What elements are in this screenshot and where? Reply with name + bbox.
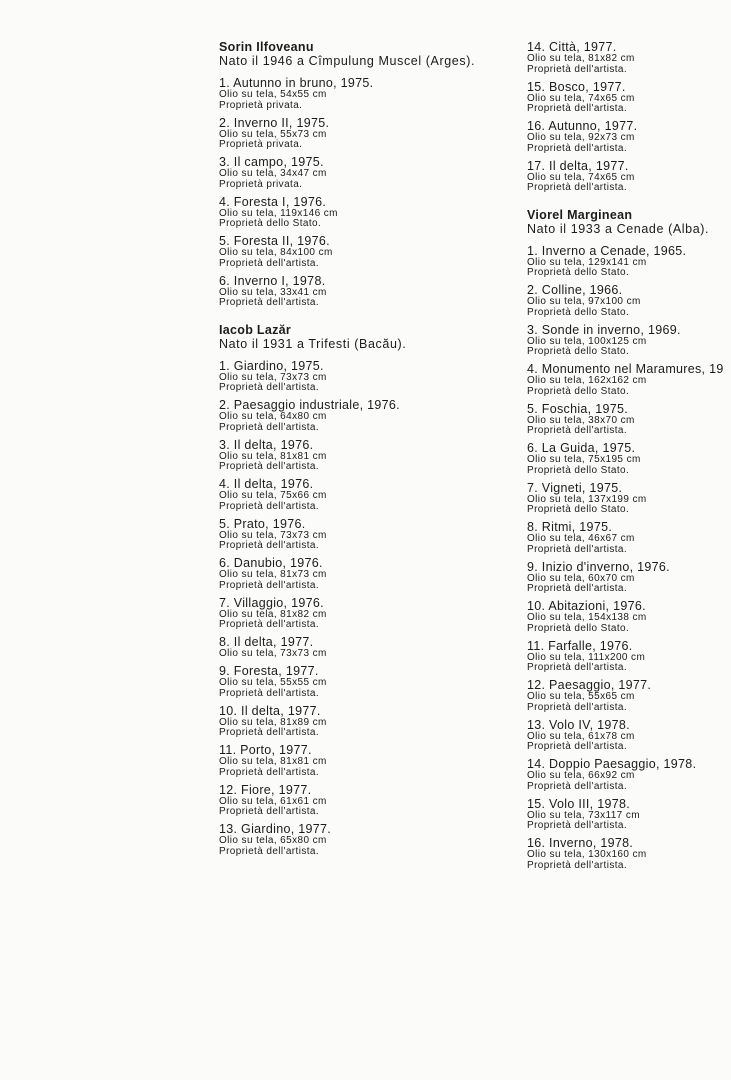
artwork-entry — [527, 160, 731, 194]
artwork-title: 2. Paesaggio industriale, 1976. — [219, 398, 400, 412]
artwork-title: 5. Foschia, 1975. — [527, 401, 628, 416]
artwork-ownership: Proprietà dello Stato. — [527, 622, 630, 634]
artwork-medium: Olio su tela, 61x78 cm — [527, 730, 635, 742]
artwork-title: 6. Danubio, 1976. — [219, 556, 323, 570]
artwork-entry — [219, 636, 509, 660]
artwork-entry — [219, 705, 509, 739]
artwork-medium: Olio su tela, 66x92 cm — [527, 770, 635, 781]
artwork-entry — [527, 284, 731, 318]
artwork-medium: Olio su tela, 162x162 cm — [527, 375, 647, 386]
artwork-medium: Olio su tela, 74x65 cm — [527, 92, 635, 104]
artwork-ownership: Proprietà dell'artista. — [527, 701, 628, 713]
artwork-entry — [527, 561, 731, 595]
artwork-medium: Olio su tela, 65x80 cm — [219, 835, 327, 846]
artwork-entry — [527, 41, 731, 75]
artwork-entry — [219, 744, 509, 778]
artwork-entry — [527, 719, 731, 753]
artwork-title: 14. Doppio Paesaggio, 1978. — [527, 757, 697, 771]
artwork-ownership: Proprietà dell'artista. — [219, 579, 320, 591]
artwork-title: 16. Inverno, 1978. — [527, 836, 634, 850]
artwork-title: 5. Foresta II, 1976. — [219, 234, 330, 248]
artwork-entry — [527, 837, 731, 871]
artwork-ownership: Proprietà dell'artista. — [219, 619, 320, 630]
artwork-title: 11. Porto, 1977. — [219, 743, 312, 757]
artwork-medium: Olio su tela, 111x200 cm — [527, 651, 646, 663]
artwork-medium: Olio su tela, 46x67 cm — [527, 533, 635, 544]
artwork-ownership: Proprietà dell'artista. — [527, 820, 628, 831]
artwork-ownership: Proprietà dell'artista. — [219, 766, 320, 778]
artwork-title: 14. Città, 1977. — [527, 41, 617, 54]
artwork-medium: Olio su tela, 73x117 cm — [527, 809, 640, 821]
artwork-entry — [527, 442, 731, 476]
artwork-entry — [527, 363, 731, 397]
artwork-ownership: Proprietà dell'artista. — [219, 727, 320, 738]
artwork-medium: Olio su tela, 55x65 cm — [527, 691, 635, 702]
artwork-medium: Olio su tela, 75x195 cm — [527, 454, 641, 465]
artwork-ownership: Proprietà dell'artista. — [219, 806, 320, 817]
artwork-title: 4. Monumento nel Maramures, 19 — [527, 362, 724, 376]
artwork-medium: Olio su tela, 100x125 cm — [527, 335, 647, 347]
artwork-medium: Olio su tela, 154x138 cm — [527, 612, 647, 623]
artwork-ownership: Proprietà dell'artista. — [527, 425, 628, 436]
artwork-title: 6. Inverno I, 1978. — [219, 273, 326, 288]
artwork-entry — [219, 235, 509, 269]
artwork-entry — [219, 156, 509, 190]
artwork-title: 7. Vigneti, 1975. — [527, 480, 623, 495]
artwork-medium: Olio su tela, 119x146 cm — [219, 207, 338, 219]
artwork-medium: Olio su tela, 92x73 cm — [527, 132, 635, 143]
artwork-entry — [219, 275, 509, 309]
artist-birth-info: Nato il 1931 a Trifesti (Bacău). — [219, 336, 407, 351]
artwork-title: 11. Farfalle, 1976. — [527, 638, 633, 653]
artwork-ownership: Proprietà dell'artista. — [219, 500, 320, 512]
artwork-title: 4. Foresta I, 1976. — [219, 194, 327, 209]
artist-name: Sorin Ilfoveanu — [219, 40, 314, 54]
artwork-ownership: Proprietà dell'artista. — [527, 182, 628, 193]
artwork-ownership: Proprietà dell'artista. — [219, 540, 320, 551]
artwork-entry — [219, 399, 509, 433]
artwork-medium: Olio su tela, 81x82 cm — [219, 608, 327, 620]
artwork-title: 2. Colline, 1966. — [527, 283, 623, 297]
artwork-title: 3. Sonde in inverno, 1969. — [527, 322, 681, 337]
artwork-title: 4. Il delta, 1976. — [219, 477, 314, 491]
artwork-medium: Olio su tela, 81x89 cm — [219, 716, 327, 728]
artist-section — [527, 208, 731, 872]
artwork-entry — [527, 120, 731, 154]
artwork-title: 10. Il delta, 1977. — [219, 703, 321, 718]
artwork-title: 2. Inverno II, 1975. — [219, 115, 330, 130]
artwork-ownership: Proprietà dell'artista. — [527, 63, 628, 75]
artwork-title: 1. Giardino, 1975. — [219, 358, 324, 373]
artwork-title: 13. Volo IV, 1978. — [527, 717, 630, 732]
artwork-title: 9. Foresta, 1977. — [219, 664, 319, 678]
right-column — [527, 41, 731, 885]
artwork-entry — [219, 439, 509, 473]
artwork-title: 8. Ritmi, 1975. — [527, 520, 613, 534]
artwork-entry — [527, 600, 731, 634]
artist-name: Viorel Marginean — [527, 207, 633, 222]
artwork-medium: Olio su tela, 54x55 cm — [219, 89, 327, 100]
artwork-entry — [219, 360, 509, 394]
artwork-ownership: Proprietà dello Stato. — [527, 385, 630, 397]
artwork-medium: Olio su tela, 129x141 cm — [527, 256, 647, 268]
left-column — [219, 40, 509, 871]
artwork-title: 7. Villaggio, 1976. — [219, 595, 324, 610]
artwork-title: 10. Abitazioni, 1976. — [527, 599, 646, 613]
artwork-ownership: Proprietà dell'artista. — [527, 859, 628, 871]
artwork-ownership: Proprietà privata. — [219, 139, 303, 150]
artwork-medium: Olio su tela, 137x199 cm — [527, 493, 647, 505]
artwork-entry — [527, 324, 731, 358]
artwork-ownership: Proprietà dell'artista. — [219, 687, 320, 699]
artwork-medium: Olio su tela, 55x73 cm — [219, 128, 327, 140]
artwork-entry — [527, 640, 731, 674]
artwork-entry — [527, 798, 731, 832]
artwork-title: 15. Bosco, 1977. — [527, 79, 626, 94]
artwork-medium: Olio su tela, 74x65 cm — [527, 171, 635, 183]
artist-birth-info: Nato il 1933 a Cenade (Alba). — [527, 221, 710, 236]
artwork-ownership: Proprietà dello Stato. — [527, 504, 630, 515]
artwork-title: 16. Autunno, 1977. — [527, 119, 638, 133]
artwork-entry — [219, 196, 509, 230]
artwork-ownership: Proprietà dell'artista. — [219, 461, 320, 472]
artwork-entry — [219, 518, 509, 552]
artwork-medium: Olio su tela, 61x61 cm — [219, 795, 327, 807]
artwork-entry — [219, 597, 509, 631]
artwork-medium: Olio su tela, 60x70 cm — [527, 572, 635, 584]
artwork-medium: Olio su tela, 130x160 cm — [527, 849, 647, 860]
artwork-ownership: Proprietà dell'artista. — [527, 780, 628, 792]
artwork-entry — [527, 521, 731, 555]
artwork-title: 8. Il delta, 1977. — [219, 635, 314, 649]
artwork-ownership: Proprietà dell'artista. — [219, 382, 320, 393]
artwork-ownership: Proprietà dell'artista. — [527, 741, 628, 752]
artwork-title: 13. Giardino, 1977. — [219, 822, 332, 836]
artwork-ownership: Proprietà dello Stato. — [219, 218, 322, 229]
artwork-medium: Olio su tela, 38x70 cm — [527, 414, 635, 426]
artwork-medium: Olio su tela, 33x41 cm — [219, 286, 327, 298]
artist-name: Iacob Lazăr — [219, 322, 292, 337]
artwork-medium: Olio su tela, 55x55 cm — [219, 677, 327, 688]
artwork-ownership: Proprietà dello Stato. — [527, 464, 630, 476]
artwork-entry — [219, 478, 509, 512]
artist-section — [219, 323, 509, 858]
artwork-ownership: Proprietà privata. — [219, 178, 303, 190]
artwork-medium: Olio su tela, 73x73 cm — [219, 529, 327, 541]
artwork-title: 3. Il delta, 1976. — [219, 437, 314, 452]
artwork-medium: Olio su tela, 73x73 cm — [219, 371, 327, 383]
artwork-ownership: Proprietà privata. — [219, 99, 303, 111]
artwork-ownership: Proprietà dell'artista. — [527, 103, 628, 114]
artwork-title: 12. Fiore, 1977. — [219, 782, 312, 797]
artwork-title: 1. Inverno a Cenade, 1965. — [527, 243, 687, 258]
artwork-entry — [219, 665, 509, 699]
artwork-entry — [527, 403, 731, 437]
artwork-ownership: Proprietà dello Stato. — [527, 306, 630, 318]
artwork-medium: Olio su tela, 81x82 cm — [527, 53, 635, 64]
artwork-title: 12. Paesaggio, 1977. — [527, 678, 652, 692]
artwork-entry — [219, 117, 509, 151]
artist-section — [527, 41, 731, 194]
artwork-entry — [219, 77, 509, 111]
artwork-medium: Olio su tela, 81x81 cm — [219, 756, 327, 767]
artwork-entry — [527, 245, 731, 279]
artwork-ownership: Proprietà dell'artista. — [219, 845, 320, 857]
artwork-entry — [527, 81, 731, 115]
artwork-ownership: Proprietà dell'artista. — [527, 543, 628, 555]
artwork-ownership: Proprietà dell'artista. — [219, 421, 320, 433]
artwork-ownership: Proprietà dell'artista. — [219, 257, 320, 269]
artwork-entry — [219, 784, 509, 818]
artwork-medium: Olio su tela, 81x81 cm — [219, 450, 327, 462]
artwork-entry — [527, 482, 731, 516]
artwork-title: 6. La Guida, 1975. — [527, 441, 636, 455]
artist-birth-info: Nato il 1946 a Cîmpulung Muscel (Arges). — [219, 54, 476, 68]
artwork-entry — [527, 758, 731, 792]
artwork-ownership: Proprietà dell'artista. — [219, 297, 320, 308]
artwork-medium: Olio su tela, 81x73 cm — [219, 569, 327, 580]
artwork-entry — [219, 823, 509, 857]
artwork-ownership: Proprietà dell'artista. — [527, 142, 628, 154]
artwork-medium: Olio su tela, 34x47 cm — [219, 168, 327, 179]
artwork-ownership: Proprietà dello Stato. — [527, 346, 630, 357]
artwork-medium: Olio su tela, 73x73 cm — [219, 648, 327, 659]
artwork-ownership: Proprietà dello Stato. — [527, 267, 630, 278]
artwork-ownership: Proprietà dell'artista. — [527, 662, 628, 673]
artwork-ownership: Proprietà dell'artista. — [527, 583, 628, 594]
artwork-medium: Olio su tela, 64x80 cm — [219, 411, 327, 422]
artwork-title: 17. Il delta, 1977. — [527, 158, 629, 173]
artwork-title: 15. Volo III, 1978. — [527, 796, 630, 811]
artwork-medium: Olio su tela, 75x66 cm — [219, 490, 327, 501]
artwork-title: 1. Autunno in bruno, 1975. — [219, 76, 374, 90]
artwork-medium: Olio su tela, 97x100 cm — [527, 296, 641, 307]
artwork-entry — [527, 679, 731, 713]
artwork-entry — [219, 557, 509, 591]
artwork-title: 9. Inizio d'inverno, 1976. — [527, 559, 670, 574]
artwork-title: 5. Prato, 1976. — [219, 516, 306, 531]
artwork-medium: Olio su tela, 84x100 cm — [219, 247, 333, 258]
artwork-title: 3. Il campo, 1975. — [219, 155, 324, 169]
artist-section — [219, 40, 509, 309]
